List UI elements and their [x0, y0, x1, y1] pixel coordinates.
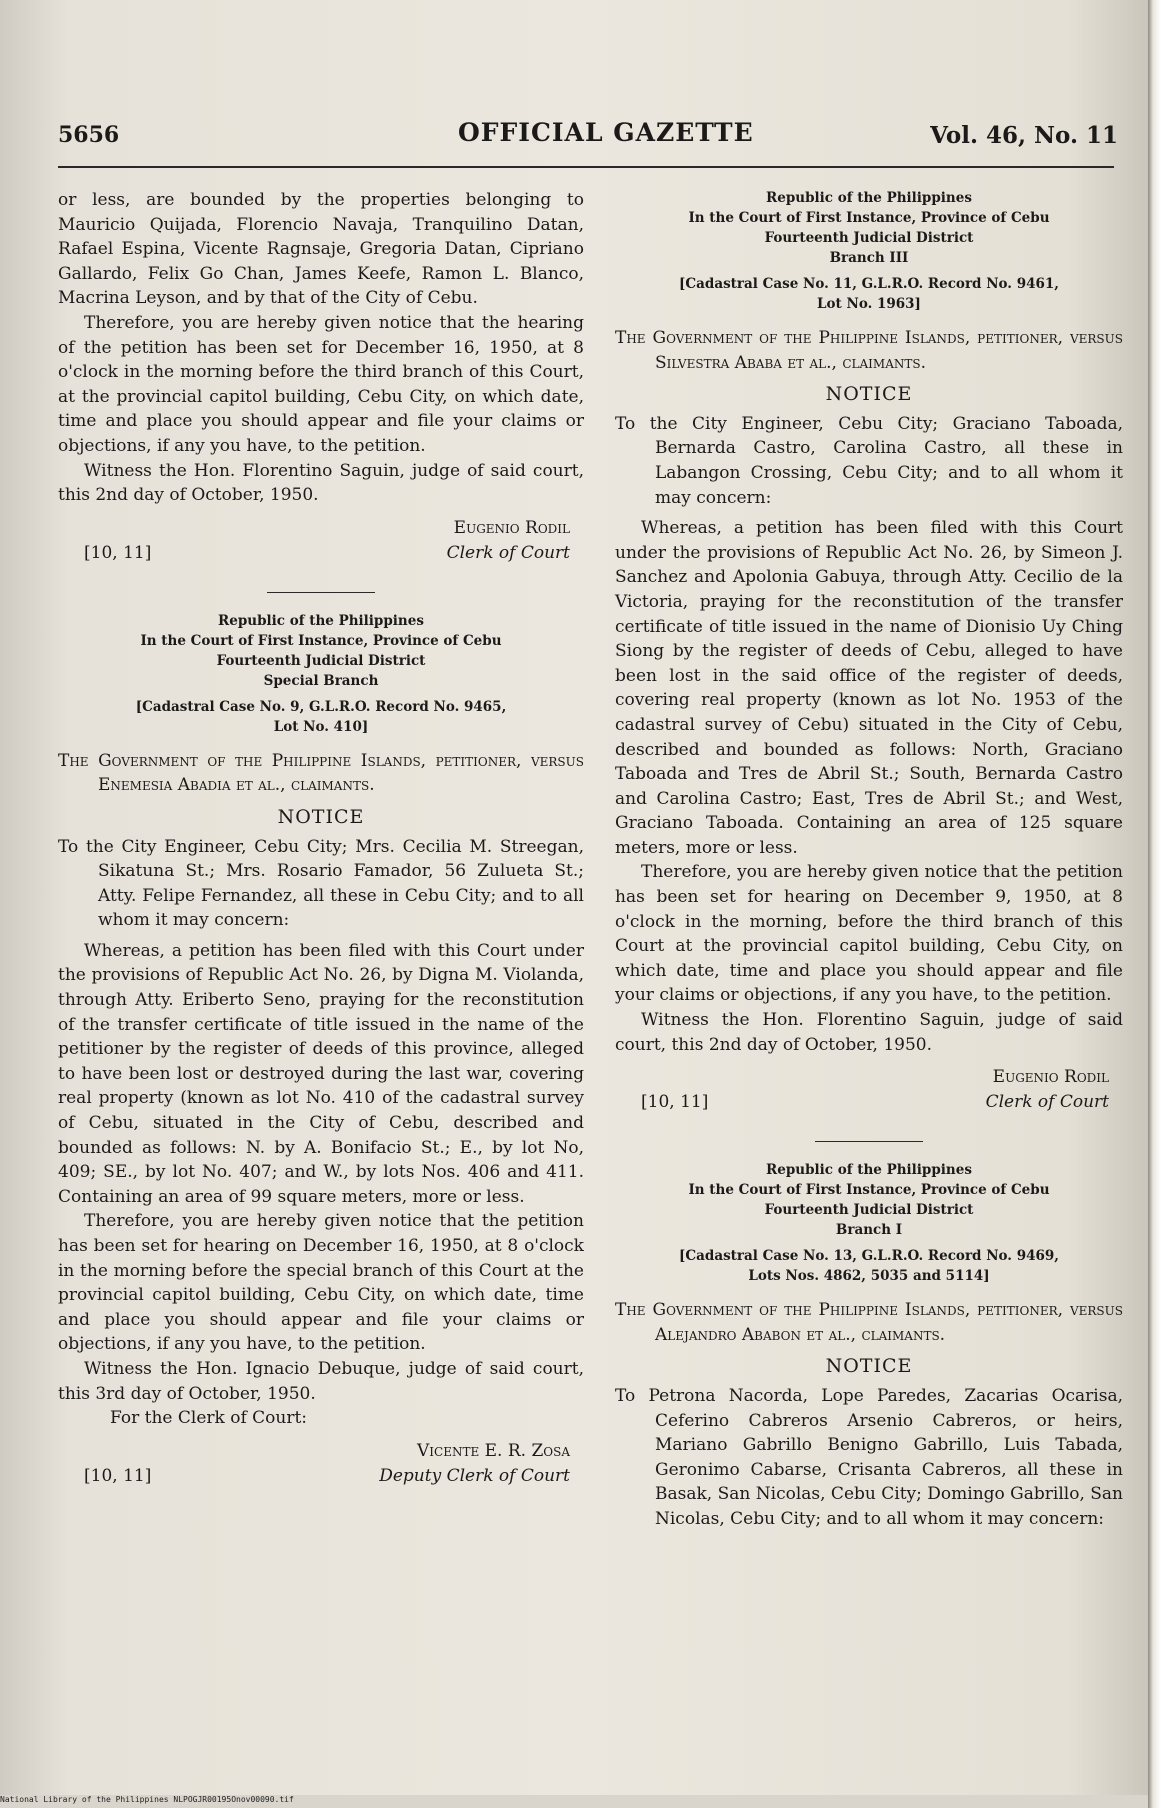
header-rule	[58, 166, 1114, 168]
case-line: [Cadastral Case No. 11, G.L.R.O. Record No. 9461,	[679, 276, 1059, 292]
signature-block	[58, 1439, 584, 1489]
witness-paragraph: Witness the Hon. Ignacio Debuque, judge of said court, this 3rd day of October, 1950.	[58, 1358, 584, 1404]
gazette-title: OFFICIAL GAZETTE	[458, 118, 754, 147]
notice-heading: NOTICE	[825, 1355, 913, 1378]
for-clerk-line: For the Clerk of Court:	[110, 1408, 308, 1429]
case-line: Lots Nos. 4862, 5035 and 5114]	[748, 1268, 990, 1285]
caption-line: In the Court of First Instance, Province of Cebu	[140, 632, 502, 649]
caption-line: Special Branch	[263, 672, 379, 689]
scan-footer: National Library of the Philippines NLPOGJR00195Onov00090.tif	[0, 1795, 294, 1804]
page-header	[58, 118, 1118, 158]
court-caption	[615, 188, 1123, 268]
caption-line: In the Court of First Instance, Province of Cebu	[688, 1182, 1050, 1199]
signatory-name: Eugenio Rodil	[992, 1067, 1109, 1088]
case-reference	[615, 1246, 1123, 1286]
parties-paragraph: The Government of the Philippine Islands, petitioner, versus Enemesia Abadia et al., claimants.	[58, 750, 584, 796]
whereas-paragraph: Whereas, a petition has been filed with this Court under the provisions of Republic Act No. 26, by Simeon J. Sanchez and Apolonia Gabuya, through Atty. Cecilio de la Victoria, praying for the reconstitution of the transfer certificate of title issued in the name of Dionisio Uy Ching Siong by the register of deeds of Cebu, alleged to have been lost in the said office of the register of deeds, covering real property (known as lot No. 1953 of the cadastral survey of Cebu) situated in the City of Cebu, described and bounded as follows: North, Graciano Taboada and Tres de Abril St.; South, Bernarda Castro and Carolina Castro; East, Tres de Abril St.; and West, Graciano Taboada. Containing an area of 125 square meters, more or less.	[615, 518, 1123, 858]
caption-line: Republic of the Philippines	[766, 1162, 972, 1179]
page-number: 5656	[58, 122, 120, 148]
caption-line: Republic of the Philippines	[766, 190, 972, 206]
case-line: Lot No. 1963]	[817, 296, 921, 312]
parties-paragraph: The Government of the Philippine Islands, petitioner, versus Silvestra Ababa et al., claimants.	[615, 328, 1123, 373]
signature-block	[615, 1065, 1123, 1115]
witness-paragraph: Witness the Hon. Florentino Saguin, judge of said court, this 2nd day of October, 1950.	[615, 1010, 1123, 1055]
signatory-name: Eugenio Rodil	[453, 517, 570, 538]
case-line: Lot No. 410]	[273, 718, 369, 735]
section-divider	[815, 1141, 923, 1142]
signatory-title: Deputy Clerk of Court	[379, 1465, 570, 1486]
caption-line: Fourteenth Judicial District	[216, 652, 426, 669]
addressee-paragraph: To Petrona Nacorda, Lope Paredes, Zacarias Ocarisa, Ceferino Cabreros Arsenio Cabreros, or heirs, Mariano Gabrillo Benigno Gabrillo, Luis Tabada, Geronimo Cabarse, Crisanta Cabreros, all these in Basak, San Nicolas, Cebu City; Domingo Gabrillo, San Nicolas, Cebu City; and to all whom it may concern:	[615, 1386, 1123, 1529]
caption-line: Branch III	[829, 250, 909, 266]
page-binding-edge	[1148, 0, 1161, 1808]
signatory-name: Vicente E. R. Zosa	[417, 1440, 570, 1461]
issue-date: [10, 11]	[84, 1465, 152, 1486]
volume-number: Vol. 46, No. 11	[930, 122, 1118, 149]
signature-block	[58, 516, 584, 566]
intro-paragraph: or less, are bounded by the properties belonging to Mauricio Quijada, Florencio Navaja, Tranquilino Datan, Rafael Espina, Vicente Ragnsaje, Gregoria Datan, Cipriano Gallardo, Felix Go Chan, James Keefe, Ramon L. Blanco, Macrina Leyson, and by that of the City of Cebu.	[58, 190, 584, 309]
issue-date: [10, 11]	[84, 542, 152, 563]
caption-line: Fourteenth Judicial District	[764, 1202, 974, 1219]
caption-line: Fourteenth Judicial District	[764, 230, 974, 246]
parties-paragraph: The Government of the Philippine Islands, petitioner, versus Alejandro Ababon et al., claimants.	[615, 1300, 1123, 1345]
signatory-title: Clerk of Court	[985, 1092, 1109, 1113]
section-divider	[267, 592, 375, 593]
notice-heading: NOTICE	[277, 805, 365, 828]
right-column	[615, 188, 1123, 1532]
whereas-paragraph: Whereas, a petition has been filed with this Court under the provisions of Republic Act No. 26, by Digna M. Violanda, through Atty. Eriberto Seno, praying for the reconstitution of the transfer certificate of title issued in the name of the petitioner by the register of deeds of this province, alleged to have been lost or destroyed during the last war, covering real property (known as lot No. 410 of the cadastral survey of Cebu, situated in the City of Cebu, described and bounded as follows: N. by A. Bonifacio St.; E., by lot No, 409; SE., by lot No. 407; and W., by lots Nos. 406 and 411. Containing an area of 99 square meters, more or less.	[58, 940, 584, 1207]
notice-heading: NOTICE	[825, 383, 913, 406]
caption-line: Branch I	[835, 1222, 903, 1239]
caption-line: In the Court of First Instance, Province of Cebu	[688, 210, 1050, 226]
witness-paragraph: Witness the Hon. Florentino Saguin, judge of said court, this 2nd day of October, 1950.	[58, 460, 584, 506]
therefore-paragraph: Therefore, you are hereby given notice that the hearing of the petition has been set for December 16, 1950, at 8 o'clock in the morning before the third branch of this Court, at the provincial capitol building, Cebu City, on which date, time and place you should appear and file your claims or objections, if any you have, to the petition.	[58, 312, 584, 456]
case-line: [Cadastral Case No. 13, G.L.R.O. Record No. 9469,	[679, 1248, 1059, 1265]
left-column	[58, 188, 584, 1489]
signatory-title: Clerk of Court	[446, 542, 570, 563]
addressee-paragraph: To the City Engineer, Cebu City; Graciano Taboada, Bernarda Castro, Carolina Castro, all these in Labangon Crossing, Cebu City; and to all whom it may concern:	[615, 413, 1123, 508]
case-reference	[615, 274, 1123, 314]
case-line: [Cadastral Case No. 9, G.L.R.O. Record No. 9465,	[135, 698, 507, 715]
issue-date: [10, 11]	[641, 1092, 709, 1113]
therefore-paragraph: Therefore, you are hereby given notice that the petition has been set for hearing on December 16, 1950, at 8 o'clock in the morning before the special branch of this Court at the provincial capitol building, Cebu City, on which date, time and place you should appear and file your claims or objections, if any you have, to the petition.	[58, 1211, 584, 1355]
caption-line: Republic of the Philippines	[218, 612, 424, 629]
court-caption	[615, 1160, 1123, 1240]
therefore-paragraph: Therefore, you are hereby given notice that the petition has been set for hearing on December 9, 1950, at 8 o'clock in the morning, before the third branch of this Court at the provincial capitol building, Cebu City, on which date, time and place you should appear and file your claims or objections, if any you have, to the petition.	[615, 862, 1123, 1006]
case-reference	[58, 697, 584, 737]
court-caption	[58, 611, 584, 691]
addressee-paragraph: To the City Engineer, Cebu City; Mrs. Cecilia M. Streegan, Sikatuna St.; Mrs. Rosario Famador, 56 Zulueta St.; Atty. Felipe Fernandez, all these in Cebu City; and to all whom it may concern:	[58, 836, 584, 931]
